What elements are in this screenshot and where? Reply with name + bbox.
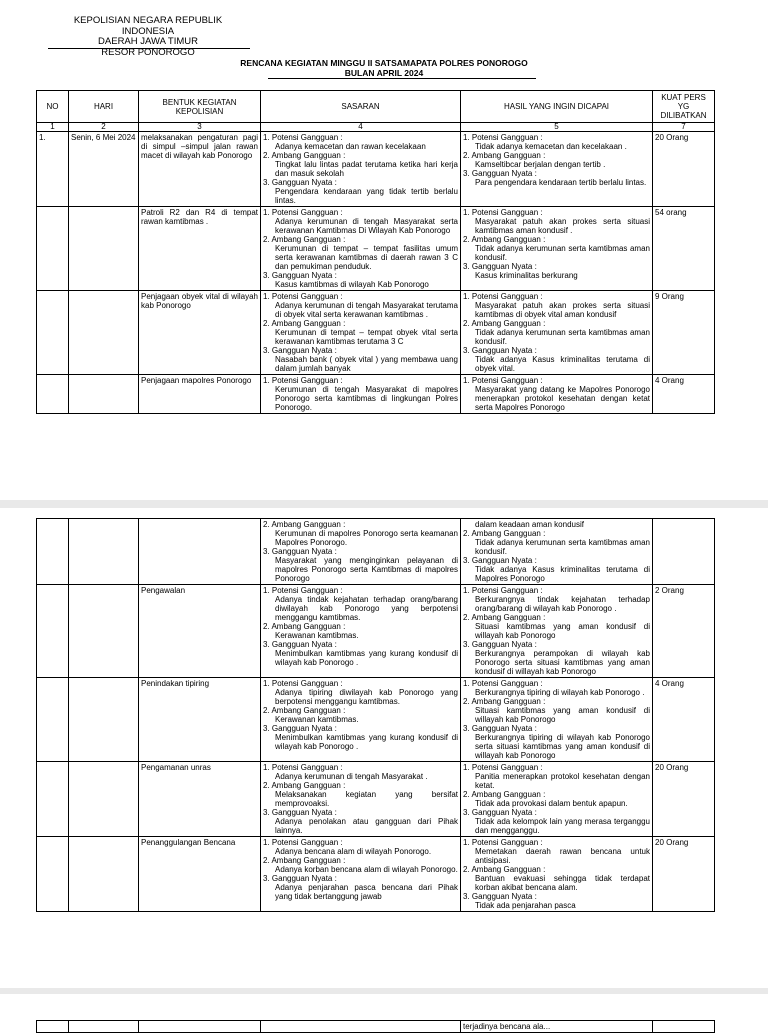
- target-label: 3. Gangguan Nyata :: [463, 640, 537, 649]
- col-header-kuat: KUAT PERS YG DILIBATKAN: [653, 91, 715, 123]
- kuat-cell: 4 Orang: [653, 678, 715, 762]
- table-row: [37, 585, 715, 678]
- target-item: [263, 178, 458, 205]
- target-detail: Berkurangnya perampokan di wilayah kab Ponorogo serta situasi kamtibmas yang aman kondusif di willayah kab Ponorogo: [475, 649, 650, 676]
- kuat-cell: 9 Orang: [653, 291, 715, 375]
- target-detail: Nasabah bank ( obyek vital ) yang membawa uang dalam jumlah banyak: [275, 355, 458, 373]
- target-detail: Memetakan daerah rawan bencana untuk antisipasi.: [475, 847, 650, 865]
- target-item: [263, 838, 458, 856]
- target-item: [263, 622, 458, 640]
- target-label: 3. Gangguan Nyata :: [463, 556, 537, 565]
- target-detail: Adanya tipiring diwilayah kab Ponorogo yang berpotensi menggangu kamtibmas.: [275, 688, 458, 706]
- target-label: 3. Gangguan Nyata :: [463, 169, 537, 178]
- bentuk-cell: Patroli R2 dan R4 di tempat rawan kamtibmas .: [139, 207, 261, 291]
- target-label: 2. Ambang Gangguan :: [463, 865, 546, 874]
- target-item: [463, 613, 650, 640]
- target-label: 1. Potensi Gangguan :: [263, 292, 343, 301]
- target-item: [263, 706, 458, 724]
- kuat-cell: 20 Orang: [653, 837, 715, 912]
- target-detail: Adanya kerumunan di tengah Masyarakat .: [275, 772, 428, 781]
- no-cell: [37, 375, 69, 414]
- target-label: 1. Potensi Gangguan :: [263, 679, 343, 688]
- target-detail: Kerawanan kamtibmas.: [275, 715, 359, 724]
- table-row: [37, 1021, 715, 1033]
- target-item: [263, 319, 458, 346]
- target-detail: Kerumunan di tempat – tempat obyek vital serta kerawanan kamtibmas terutama 3 C: [275, 328, 458, 346]
- target-item: [463, 838, 650, 865]
- no-cell: [37, 207, 69, 291]
- activity-table-page-2: [36, 518, 715, 912]
- target-label: 3. Gangguan Nyata :: [263, 874, 337, 883]
- target-item: [463, 640, 650, 676]
- target-item: [463, 892, 650, 910]
- target-label: 1. Potensi Gangguan :: [463, 292, 543, 301]
- target-item: [463, 697, 650, 724]
- target-label: 1. Potensi Gangguan :: [463, 679, 543, 688]
- target-label: 1. Potensi Gangguan :: [263, 376, 343, 385]
- hari-cell: Senin, 6 Mei 2024: [69, 132, 139, 207]
- target-label: 1. Potensi Gangguan :: [263, 763, 343, 772]
- target-item: [263, 235, 458, 271]
- hari-cell: [69, 519, 139, 585]
- hasil-cell: [461, 207, 653, 291]
- target-label: 2. Ambang Gangguan :: [463, 319, 546, 328]
- target-detail: Berkurangnya tindak kejahatan terhadap orang/barang di wilayah kab Ponorogo .: [475, 595, 650, 613]
- target-detail: Kasus kriminalitas berkurang: [475, 271, 578, 280]
- target-detail: Masyarakat yang datang ke Mapolres Ponorogo menerapkan protokol kesehatan dengan ketat serta Mapolres Ponorogo: [475, 385, 650, 412]
- col-header-hari: HARI: [69, 91, 139, 123]
- kuat-cell: 4 Orang: [653, 375, 715, 414]
- sasaran-cell: [261, 132, 461, 207]
- target-detail: Adanya bencana alam di wilayah Ponorogo.: [275, 847, 432, 856]
- target-label: 2. Ambang Gangguan :: [263, 319, 346, 328]
- target-item: [463, 262, 650, 280]
- target-label: 3. Gangguan Nyata :: [263, 178, 337, 187]
- kuat-cell: [653, 519, 715, 585]
- bentuk-cell: Penanggulangan Bencana: [139, 837, 261, 912]
- sasaran-cell: [261, 291, 461, 375]
- target-detail: Tingkat lalu lintas padat terutama ketika hari kerja dan masuk sekolah: [275, 160, 458, 178]
- bentuk-cell: Pengamanan unras: [139, 762, 261, 837]
- target-item: [263, 271, 458, 289]
- target-item: [263, 292, 458, 319]
- target-detail: Adanya kerumunan di tengah Masyarakat serta kerawanan Kamtibmas Di Wilayah Kab Ponorogo: [275, 217, 458, 235]
- target-item: [263, 547, 458, 583]
- target-detail: Pengendara kendaraan yang tidak tertib berlalu lintas.: [275, 187, 458, 205]
- target-item: [263, 346, 458, 373]
- title-underline: [268, 78, 536, 79]
- col-header-no: NO: [37, 91, 69, 123]
- target-detail: Situasi kamtibmas yang aman kondusif di willayah kab Ponorogo: [475, 706, 650, 724]
- target-item: [263, 208, 458, 235]
- table-row: [37, 837, 715, 912]
- target-label: 1. Potensi Gangguan :: [263, 838, 343, 847]
- table-row: [37, 291, 715, 375]
- hasil-cell: [461, 678, 653, 762]
- target-detail: Para pengendara kendaraan tertib berlalu lintas.: [475, 178, 647, 187]
- target-detail: Tidak adanya Kasus kriminalitas terutama di Mapolres Ponorogo: [475, 565, 650, 583]
- table-row: [37, 207, 715, 291]
- no-cell: [37, 519, 69, 585]
- target-detail: Tidak adanya kerumunan serta kamtibmas aman kondusif.: [475, 244, 650, 262]
- target-item: [463, 133, 650, 151]
- target-item: [263, 520, 458, 547]
- sasaran-cell: [261, 519, 461, 585]
- hasil-cell: [461, 519, 653, 585]
- activity-table-page-3: [36, 1020, 715, 1033]
- target-label: 3. Gangguan Nyata :: [263, 640, 337, 649]
- target-item: [463, 586, 650, 613]
- target-label: 1. Potensi Gangguan :: [463, 133, 543, 142]
- target-label: 2. Ambang Gangguan :: [463, 235, 546, 244]
- target-label: 2. Ambang Gangguan :: [263, 781, 346, 790]
- target-item: [263, 679, 458, 706]
- hari-cell: [69, 291, 139, 375]
- document-page-3: [0, 994, 768, 1031]
- col-number: 5: [461, 123, 653, 132]
- sasaran-cell: [261, 585, 461, 678]
- target-item: [463, 724, 650, 760]
- target-detail: Kerumunan di tengah Masyarakat di mapolres Ponorogo serta kamtibmas di lingkungan Polres Ponorogo.: [275, 385, 458, 412]
- bentuk-cell: Penindakan tipiring: [139, 678, 261, 762]
- document-page-1: [0, 0, 768, 500]
- target-item: [263, 724, 458, 751]
- target-item: [263, 781, 458, 808]
- bentuk-cell: Penjagaan mapolres Ponorogo: [139, 375, 261, 414]
- target-detail: Kamseltibcar berjalan dengan tertib .: [475, 160, 606, 169]
- hasil-cell: [461, 762, 653, 837]
- target-label: 2. Ambang Gangguan :: [263, 235, 346, 244]
- kuat-cell: 54 orang: [653, 207, 715, 291]
- target-label: 2. Ambang Gangguan :: [463, 529, 546, 538]
- activity-table-page-1: [36, 90, 715, 414]
- target-detail: Menimbulkan kamtibmas yang kurang kondusif di wilayah kab Ponorogo .: [275, 733, 458, 751]
- target-item: [463, 151, 650, 169]
- no-cell: [37, 762, 69, 837]
- target-detail: Adanya korban bencana alam di wilayah Ponorogo.: [275, 865, 458, 874]
- kuat-cell: 2 Orang: [653, 585, 715, 678]
- target-label: 3. Gangguan Nyata :: [463, 892, 537, 901]
- table-body-page-2: [37, 519, 715, 912]
- hasil-cell: [461, 291, 653, 375]
- target-item: [463, 208, 650, 235]
- target-label: 2. Ambang Gangguan :: [263, 706, 346, 715]
- target-detail: Melaksanakan kegiatan yang bersifat memprovoaksi.: [275, 790, 458, 808]
- target-label: 2. Ambang Gangguan :: [263, 856, 346, 865]
- target-detail: Masyarakat yang menginginkan pelayanan di mapolres Ponorogo serta Kamtibmas di mapolres Ponorogo: [275, 556, 458, 583]
- target-label: 3. Gangguan Nyata :: [263, 724, 337, 733]
- kuat-cell: 20 Orang: [653, 132, 715, 207]
- bentuk-cell: [139, 519, 261, 585]
- kuat-cell: 20 Orang: [653, 762, 715, 837]
- letterhead-line-3: RESOR PONOROGO: [101, 46, 195, 58]
- target-label: 3. Gangguan Nyata :: [263, 547, 337, 556]
- target-item: [463, 763, 650, 790]
- target-item: [463, 865, 650, 892]
- target-item: [463, 235, 650, 262]
- target-detail: Berkurangnya tipiring di wilayah kab Ponorogo .: [475, 688, 645, 697]
- letterhead: [48, 16, 248, 58]
- letterhead-line-2: DAERAH JAWA TIMUR: [98, 36, 198, 47]
- letterhead-underline: [48, 48, 250, 49]
- target-item: [263, 763, 458, 781]
- hari-cell: [69, 837, 139, 912]
- target-label: 2. Ambang Gangguan :: [263, 520, 346, 529]
- letterhead-line-1: KEPOLISIAN NEGARA REPUBLIK INDONESIA: [73, 15, 223, 37]
- target-item: [463, 169, 650, 187]
- target-label: 2. Ambang Gangguan :: [263, 151, 346, 160]
- target-detail: Tidak ada penjarahan pasca: [475, 901, 576, 910]
- target-item: [263, 874, 458, 901]
- no-cell: [37, 291, 69, 375]
- target-label: 1. Potensi Gangguan :: [263, 133, 343, 142]
- target-label: 3. Gangguan Nyata :: [263, 346, 337, 355]
- target-label: 1. Potensi Gangguan :: [263, 586, 343, 595]
- target-item: [463, 376, 650, 412]
- target-detail: Tidak adanya kerumunan serta kamtibmas aman kondusif.: [475, 538, 650, 556]
- target-item: [263, 151, 458, 178]
- target-detail: Adanya penjarahan pasca bencana dari Pihak yang tidak bertanggung jawab: [275, 883, 458, 901]
- target-detail: Kerumunan di mapolres Ponorogo serta keamanan Mapolres Ponorogo.: [275, 529, 458, 547]
- target-item: [263, 586, 458, 622]
- target-label: 2. Ambang Gangguan :: [263, 622, 346, 631]
- target-detail: Tidak ada provokasi dalam bentuk apapun.: [475, 799, 628, 808]
- target-item: [263, 808, 458, 835]
- bentuk-cell: Pengawalan: [139, 585, 261, 678]
- target-detail: Kerawanan kamtibmas.: [275, 631, 359, 640]
- no-cell: [37, 678, 69, 762]
- col-number: 2: [69, 123, 139, 132]
- target-label: 3. Gangguan Nyata :: [463, 808, 537, 817]
- target-label: 2. Ambang Gangguan :: [463, 697, 546, 706]
- table-row: [37, 678, 715, 762]
- no-cell: [37, 585, 69, 678]
- table-row: [37, 519, 715, 585]
- hari-cell: [69, 762, 139, 837]
- col-number: 1: [37, 123, 69, 132]
- target-label: 2. Ambang Gangguan :: [463, 790, 546, 799]
- target-detail: Tidak adanya kemacetan dan kecelakaan .: [475, 142, 627, 151]
- target-item: [463, 808, 650, 835]
- target-item: [263, 376, 458, 412]
- sasaran-cell: [261, 678, 461, 762]
- document-page-2: [0, 508, 768, 988]
- table-row: [37, 132, 715, 207]
- target-detail: Adanya penolakan atau gangguan dari Pihak lainnya.: [275, 817, 458, 835]
- target-detail: Masyarakat patuh akan prokes serta situasi kamtibmas aman kondusif .: [475, 217, 650, 235]
- table-row: [37, 375, 715, 414]
- target-detail: Tidak adanya kerumunan serta kamtibmas aman kondusif.: [475, 328, 650, 346]
- no-cell: [37, 837, 69, 912]
- target-detail: dalam keadaan aman kondusif: [475, 520, 584, 529]
- sasaran-cell: [261, 207, 461, 291]
- sasaran-cell: [261, 375, 461, 414]
- target-detail: Masyarakat patuh akan prokes serta situasi kamtibmas di obyek vital aman kondusif: [475, 301, 650, 319]
- sasaran-cell: [261, 762, 461, 837]
- hari-cell: [69, 207, 139, 291]
- sasaran-cell: [261, 837, 461, 912]
- target-detail: Adanya kerumunan di tengah Masyarakat terutama di obyek vital serta kerawanan kamtibmas .: [275, 301, 458, 319]
- bentuk-cell: Penjagaan obyek vital di wilayah kab Ponorogo: [139, 291, 261, 375]
- no-cell: 1.: [37, 132, 69, 207]
- target-label: 2. Ambang Gangguan :: [463, 613, 546, 622]
- target-label: 3. Gangguan Nyata :: [463, 724, 537, 733]
- col-header-bentuk: BENTUK KEGIATAN KEPOLISIAN: [139, 91, 261, 123]
- col-header-sasaran: SASARAN: [261, 91, 461, 123]
- target-item: [463, 529, 650, 556]
- target-label: 3. Gangguan Nyata :: [263, 271, 337, 280]
- target-label: 1. Potensi Gangguan :: [263, 208, 343, 217]
- target-label: 1. Potensi Gangguan :: [463, 376, 543, 385]
- hasil-cell: terjadinya bencana ala...: [461, 1021, 653, 1033]
- target-label: 3. Gangguan Nyata :: [463, 262, 537, 271]
- target-item: [463, 319, 650, 346]
- table-row: [37, 762, 715, 837]
- target-detail: Berkurangnya tipiring di wilayah kab Ponorogo serta situasi kamtibmas yang aman kondusif di willayah kab Ponorogo: [475, 733, 650, 760]
- target-label: 1. Potensi Gangguan :: [463, 586, 543, 595]
- col-number: 7: [653, 123, 715, 132]
- col-number: 3: [139, 123, 261, 132]
- target-detail: Adanya tindak kejahatan terhadap orang/barang diwilayah kab Ponorogo yang berpotensi menggangu kamtibmas.: [275, 595, 458, 622]
- target-item: [463, 556, 650, 583]
- target-detail: Panitia menerapkan protokol kesehatan dengan ketat.: [475, 772, 650, 790]
- table-header-row: [37, 91, 715, 123]
- col-header-hasil: HASIL YANG INGIN DICAPAI: [461, 91, 653, 123]
- target-label: 3. Gangguan Nyata :: [463, 346, 537, 355]
- document-subtitle: BULAN APRIL 2024: [344, 68, 424, 78]
- target-detail: Tidak ada kelompok lain yang merasa terganggu dan mengganggu.: [475, 817, 650, 835]
- target-label: 1. Potensi Gangguan :: [463, 763, 543, 772]
- target-label: 1. Potensi Gangguan :: [463, 838, 543, 847]
- target-label: 3. Gangguan Nyata :: [263, 808, 337, 817]
- target-detail: Situasi kamtibmas yang aman kondusif di willayah kab Ponorogo: [475, 622, 650, 640]
- target-detail: Bantuan evakuasi sehingga tidak terdapat korban akibat bencana alam.: [475, 874, 650, 892]
- target-detail: Menimbulkan kamtibmas yang kurang kondusif di wilayah kab Ponorogo .: [275, 649, 458, 667]
- hasil-cell: [461, 375, 653, 414]
- target-item: [263, 856, 458, 874]
- hari-cell: [69, 375, 139, 414]
- target-label: 2. Ambang Gangguan :: [463, 151, 546, 160]
- hasil-cell: [461, 132, 653, 207]
- bentuk-cell: melaksanakan pengaturan pagi di simpul –simpul jalan rawan macet di wilayah kab Ponorogo: [139, 132, 261, 207]
- target-item: [463, 679, 650, 697]
- document-title: RENCANA KEGIATAN MINGGU II SATSAMAPATA POLRES PONOROGO: [240, 58, 528, 68]
- hari-cell: [69, 678, 139, 762]
- hari-cell: [69, 585, 139, 678]
- hasil-cell: [461, 585, 653, 678]
- target-detail: Adanya kemacetan dan rawan kecelakaan: [275, 142, 426, 151]
- target-item: [263, 133, 458, 151]
- target-item: [463, 346, 650, 373]
- target-detail: Kasus kamtibmas di wilayah Kab Ponorogo: [275, 280, 429, 289]
- target-item: [463, 790, 650, 808]
- target-detail: Tidak adanya Kasus kriminalitas terutama di obyek vital.: [475, 355, 650, 373]
- col-number: 4: [261, 123, 461, 132]
- target-item: [263, 640, 458, 667]
- hasil-cell: [461, 837, 653, 912]
- column-number-row: [37, 123, 715, 132]
- target-detail: Kerumunan di tempat – tempat fasilitas umum serta kerawanan kamtibmas di daerah rawan 3 C dan pemukiman penduduk.: [275, 244, 458, 271]
- target-item: [463, 292, 650, 319]
- target-label: 1. Potensi Gangguan :: [463, 208, 543, 217]
- table-body-page-1: [37, 132, 715, 414]
